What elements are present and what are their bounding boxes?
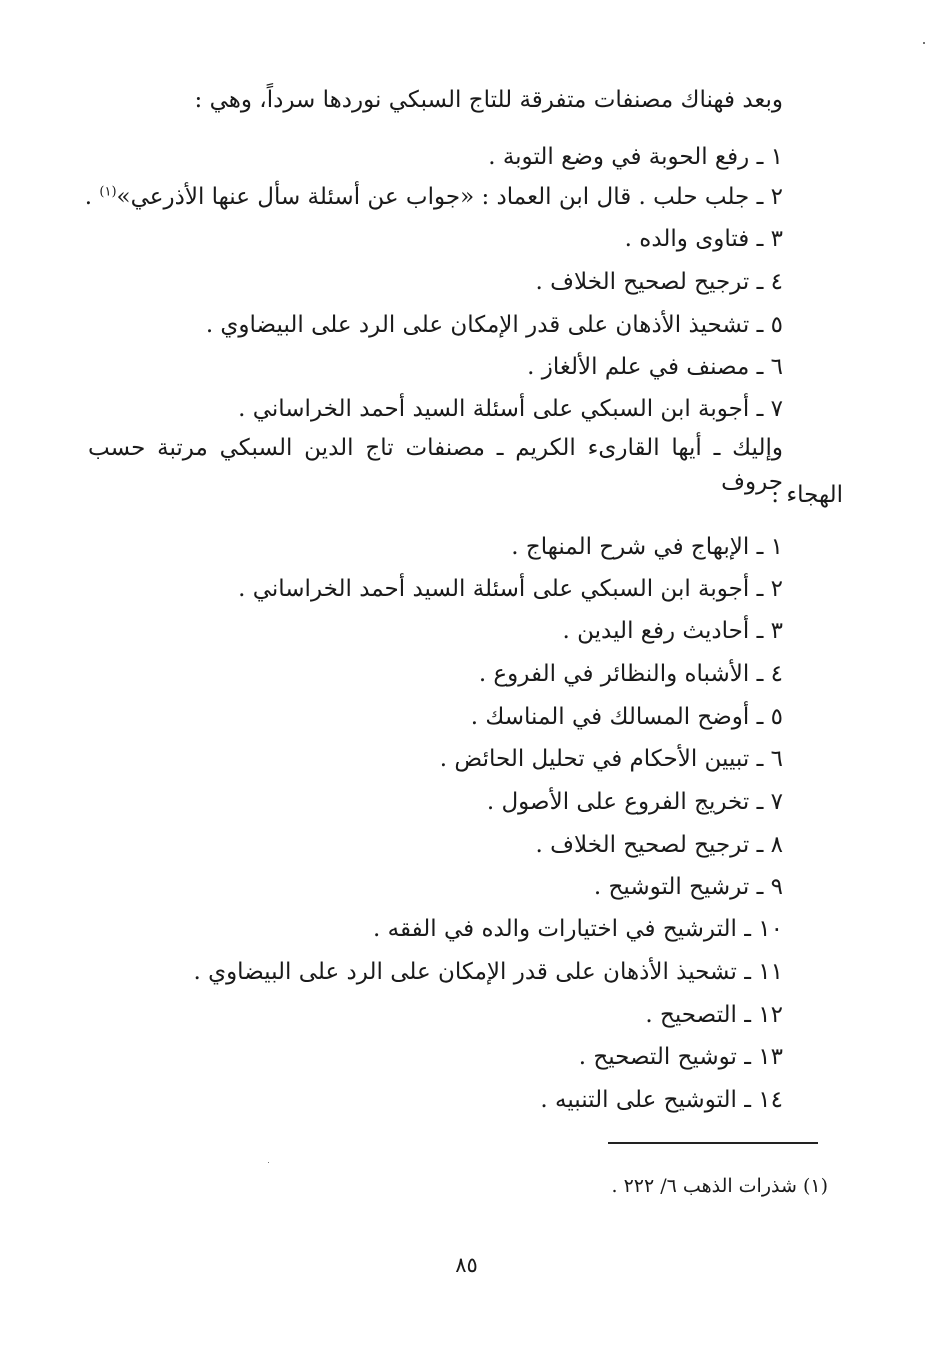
list-item: ٨ ـ ترجيح لصحيح الخلاف . <box>535 832 783 858</box>
page-number: ٨٥ <box>455 1253 478 1277</box>
list-item: ٦ ـ مصنف في علم الألغاز . <box>527 354 783 380</box>
list-item: ٧ ـ أجوبة ابن السبكي على أسئلة السيد أحمد الخراساني . <box>238 396 783 422</box>
scan-speck <box>268 1162 269 1163</box>
list-item: ٣ ـ فتاوى والده . <box>624 226 783 252</box>
list-item: ١٠ ـ الترشيح في اختيارات والده في الفقه . <box>373 916 783 942</box>
footnote-separator <box>608 1142 818 1144</box>
list-item: ٥ ـ أوضح المسالك في المناسك . <box>470 704 783 730</box>
scan-speck <box>923 42 925 44</box>
paragraph-line-end: الهجاء : <box>771 482 843 508</box>
footnote-marker: (١) <box>99 184 117 200</box>
list-item: ١٤ ـ التوشيح على التنبيه . <box>540 1087 783 1113</box>
paragraph-line: وإليك ـ أيها القارىء الكريم ـ مصنفات تاج الدين السبكي مرتبة حسب حروف <box>88 435 783 495</box>
footnote: (١) شذرات الذهب ٦/ ٢٢٢ . <box>611 1175 828 1197</box>
list-item: ١ ـ الإبهاج في شرح المنهاج . <box>511 534 783 560</box>
list-item-tail: . <box>84 184 100 210</box>
list-item: ٩ ـ ترشيح التوشيح . <box>593 874 783 900</box>
list-item: ٢ ـ أجوبة ابن السبكي على أسئلة السيد أحمد الخراساني . <box>238 576 783 602</box>
list-item: ٤ ـ الأشباه والنظائر في الفروع . <box>478 661 783 687</box>
intro-line: وبعد فهناك مصنفات متفرقة للتاج السبكي نوردها سرداً، وهي : <box>194 87 783 113</box>
list-item: ٦ ـ تبيين الأحكام في تحليل الحائض . <box>439 746 783 772</box>
list-item: ٤ ـ ترجيح لصحيح الخلاف . <box>535 269 783 295</box>
list-item <box>85 180 783 214</box>
list-item: ١٣ ـ توشيح التصحيح . <box>578 1044 783 1070</box>
list-item-text: ٢ ـ جلب حلب . قال ابن العماد : «جواب عن أسئلة سأل عنها الأذرعي» <box>116 184 783 210</box>
list-item: ٥ ـ تشحيذ الأذهان على قدر الإمكان على الرد على البيضاوي . <box>205 312 783 338</box>
list-item: ١ ـ رفع الحوبة في وضع التوبة . <box>488 144 783 170</box>
list-item: ١١ ـ تشحيذ الأذهان على قدر الإمكان على الرد على البيضاوي . <box>193 959 783 985</box>
list-item: ١٢ ـ التصحيح . <box>645 1002 783 1028</box>
list-item: ٣ ـ أحاديث رفع اليدين . <box>562 618 783 644</box>
list-item: ٧ ـ تخريج الفروع على الأصول . <box>486 789 783 815</box>
